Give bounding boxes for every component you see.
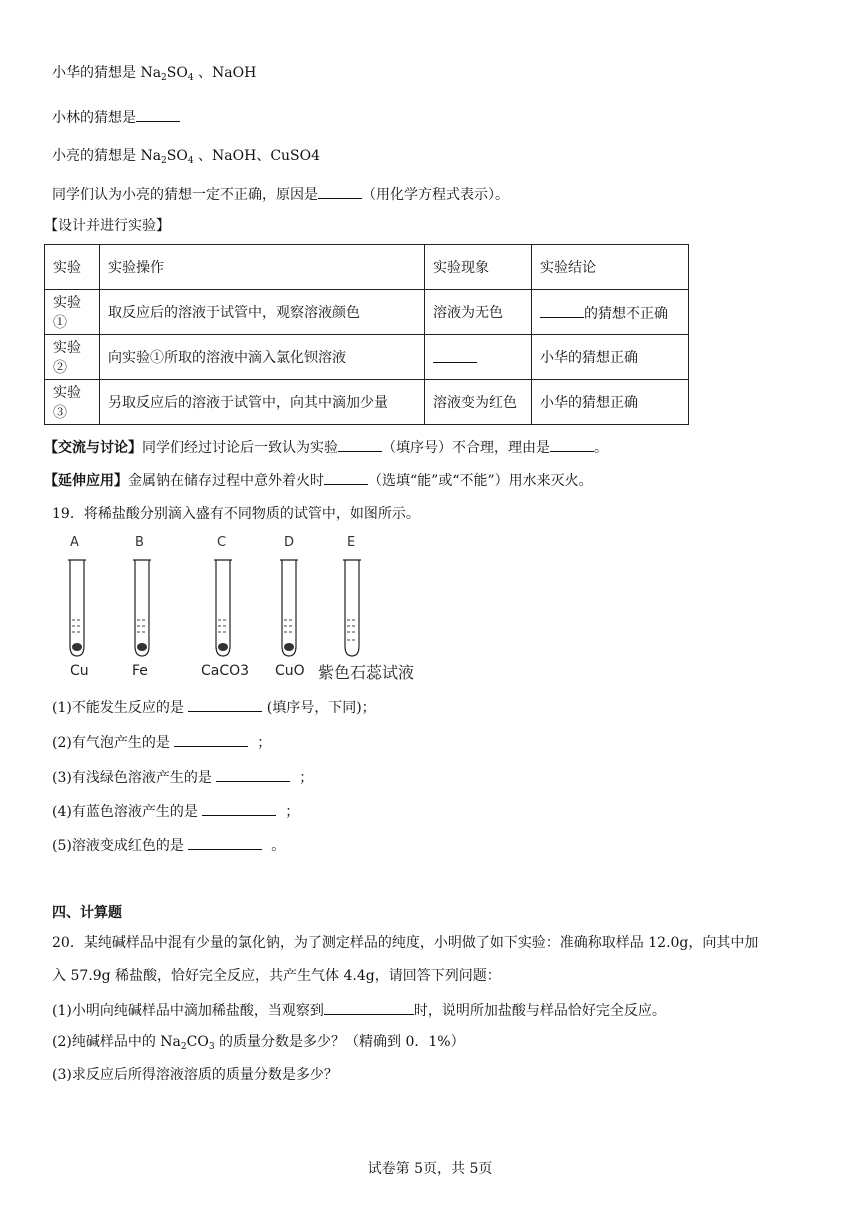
test-tubes-drawing (50, 554, 470, 664)
q19-part: (3)有浅绿色溶液产生的是 ； (52, 766, 313, 788)
tube-label: 紫色石蕊试液 (318, 663, 415, 682)
tube-label: CuO (275, 663, 305, 679)
q19-part: (4)有蓝色溶液产生的是 ； (52, 800, 299, 822)
answer-blank[interactable] (188, 696, 262, 712)
solid-sample-marks (72, 640, 357, 651)
answer-blank[interactable] (216, 766, 290, 782)
table-header: 实验 (45, 245, 100, 290)
table-row (45, 290, 689, 335)
table-row (45, 335, 689, 380)
design-heading: 【设计并进行实验】 (44, 218, 170, 234)
table-cell: 另取反应后的溶液于试管中，向其中滴加少量 (100, 380, 425, 425)
table-cell: 小华的猜想正确 (532, 380, 689, 425)
answer-blank[interactable] (318, 183, 362, 199)
tube-letter: A (70, 535, 79, 550)
liquid-marks (72, 620, 357, 632)
answer-blank[interactable] (338, 436, 382, 452)
tube-letter: E (347, 535, 356, 550)
q19-stem: 19．将稀盐酸分别滴入盛有不同物质的试管中，如图所示。 (52, 506, 420, 522)
q19-part: (1)不能发生反应的是 (填序号，下同)； (52, 696, 376, 718)
tube-letter: C (217, 535, 227, 550)
experiment-table (44, 244, 689, 425)
table-cell: 溶液为无色 (425, 290, 532, 335)
table-cell: 实验③ (45, 380, 100, 425)
answer-blank[interactable] (174, 731, 248, 747)
table-cell: 实验② (45, 335, 100, 380)
q20-stem-line1: 20．某纯碱样品中混有少量的氯化钠，为了测定样品的纯度，小明做了如下实验：准确称取样品 12.0g，向其中加 (52, 935, 759, 951)
table-row (45, 380, 689, 425)
guess-xiaoliang: 小亮的猜想是 $Na_2SO_4$ 、NaOH、CuSO4 (52, 148, 321, 166)
guess-xiaolin: 小林的猜想是 (52, 106, 180, 128)
guess-xiaohua: 小华的猜想是 $Na_2SO_4$ 、NaOH (52, 65, 257, 83)
table-cell: 溶液变为红色 (425, 380, 532, 425)
table-cell: 小华的猜想正确 (532, 335, 689, 380)
extension-line: 【延伸应用】金属钠在储存过程中意外着火时 （选填“能”或“不能”）用水来灭火。 (44, 469, 593, 491)
table-cell: 取反应后的溶液于试管中，观察溶液颜色 (100, 290, 425, 335)
answer-blank[interactable] (202, 800, 276, 816)
tube-letter: B (135, 535, 144, 550)
q20-stem-line2: 入 57.9g 稀盐酸，恰好完全反应，共产生气体 4.4g，请回答下列问题： (52, 968, 501, 984)
table-header: 实验结论 (532, 245, 689, 290)
answer-blank[interactable] (550, 436, 594, 452)
answer-blank[interactable] (540, 302, 584, 318)
table-header: 实验现象 (425, 245, 532, 290)
answer-blank[interactable] (324, 999, 414, 1015)
tube-label: Cu (70, 663, 89, 679)
q19-part: (5)溶液变成红色的是 。 (52, 834, 285, 856)
test-tube-icon (68, 560, 361, 656)
q20-part-1: (1)小明向纯碱样品中滴加稀盐酸，当观察到 时，说明所加盐酸与样品恰好完全反应。 (52, 999, 666, 1021)
table-cell: 向实验①所取的溶液中滴入氯化钡溶液 (100, 335, 425, 380)
q20-part-3: (3)求反应后所得溶液溶质的质量分数是多少？ (52, 1067, 338, 1083)
table-cell: 实验① (45, 290, 100, 335)
q19-part: (2)有气泡产生的是 ； (52, 731, 271, 753)
reason-line: 同学们认为小亮的猜想一定不正确，原因是 （用化学方程式表示）。 (52, 183, 509, 205)
tube-label: Fe (132, 663, 148, 679)
answer-blank[interactable] (324, 469, 368, 485)
q20-part-2: (2)纯碱样品中的 $Na_2CO_3$ 的质量分数是多少？（精确到 0．1%） (52, 1034, 465, 1052)
table-cell: 的猜想不正确 (532, 290, 689, 335)
table-header: 实验操作 (100, 245, 425, 290)
tube-letter: D (284, 535, 295, 550)
table-header-row (45, 245, 689, 290)
section-heading: 四、计算题 (52, 905, 122, 921)
page-footer: 试卷第 5页，共 5页 (367, 1161, 493, 1177)
tube-label: CaCO3 (201, 663, 250, 679)
answer-blank[interactable] (433, 347, 477, 363)
answer-blank[interactable] (136, 106, 180, 122)
answer-blank[interactable] (188, 834, 262, 850)
discussion-line: 【交流与讨论】同学们经过讨论后一致认为实验 （填序号）不合理，理由是 。 (44, 436, 608, 458)
table-cell (425, 335, 532, 380)
